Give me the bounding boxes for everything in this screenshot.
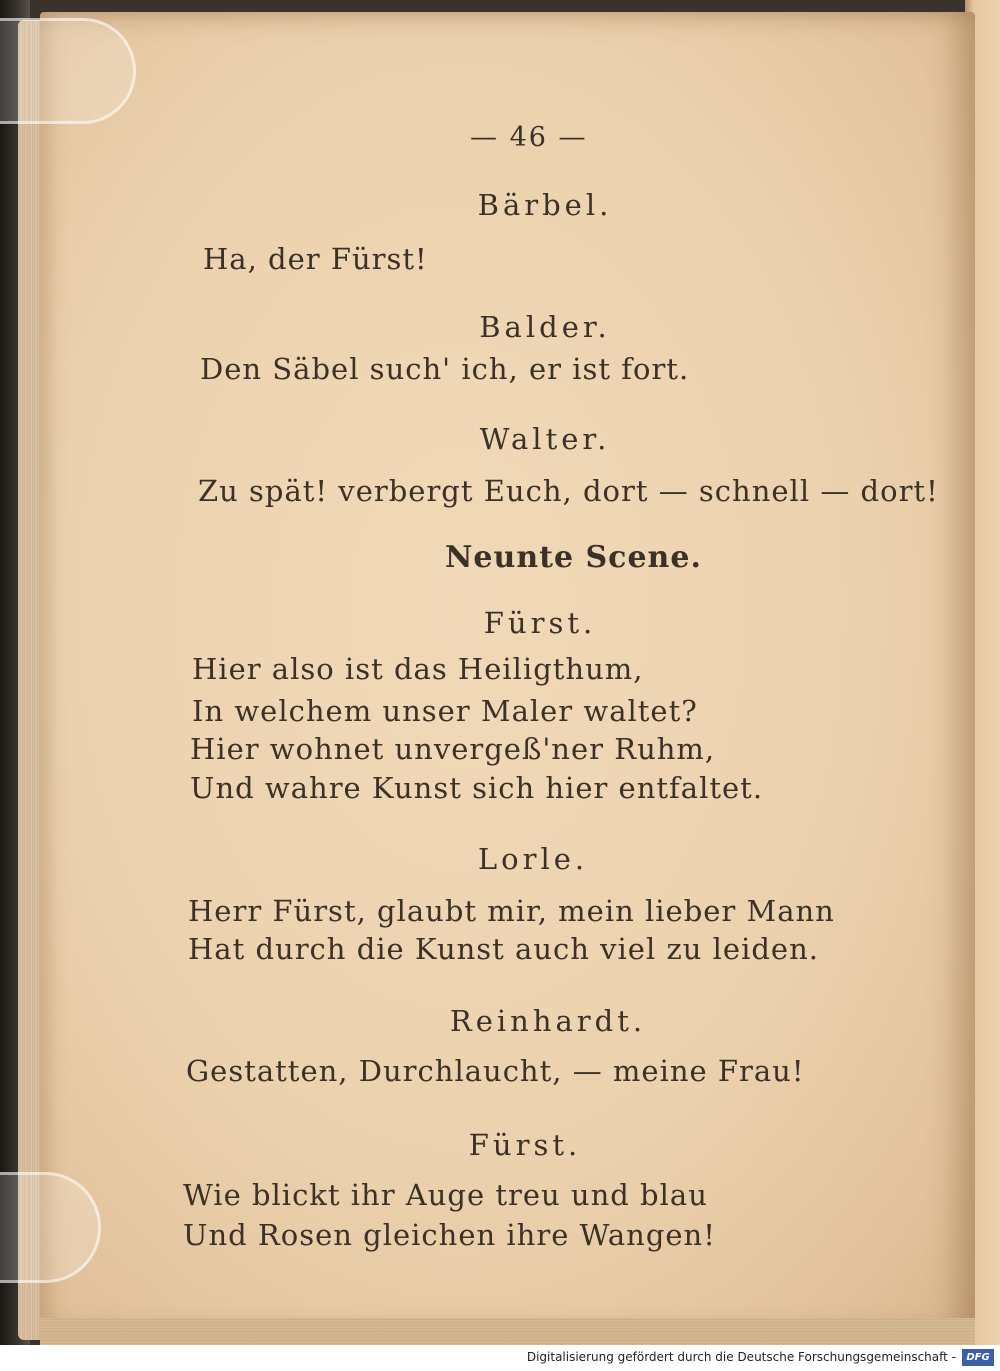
page-number: — 46 — [470,122,588,153]
verse-line: Und Rosen gleichen ihre Wangen! [183,1218,716,1252]
verse-line: Ha, der Fürst! [203,242,428,276]
verse-line: Wie blickt ihr Auge treu und blau [183,1178,708,1212]
digitization-footer [0,1345,1000,1371]
speaker-name: Bärbel. [477,188,613,222]
verse-line: Und wahre Kunst sich hier entfaltet. [190,771,764,805]
speaker-name: Fürst. [483,606,597,640]
speaker-name: Lorle. [477,842,589,876]
speaker-name: Balder. [479,310,611,344]
verse-line: In welchem unser Maler waltet? [192,694,698,728]
verse-line: Hier also ist das Heiligthum, [192,652,644,686]
verse-line: Zu spät! verbergt Euch, dort — schnell — dort! [198,474,939,508]
page-stack-bottom-edge [40,1318,975,1346]
verse-line: Gestatten, Durchlaucht, — meine Frau! [186,1054,805,1088]
funding-credit: Digitalisierung gefördert durch die Deutsche Forschungsgemeinschaft - [526,1350,956,1364]
verse-line: Hat durch die Kunst auch viel zu leiden. [188,932,819,966]
page-clip-top [0,18,136,124]
dfg-logo: DFG [962,1349,994,1366]
verse-line: Herr Fürst, glaubt mir, mein lieber Mann [188,894,835,928]
verse-line: Den Säbel such' ich, er ist fort. [200,352,690,386]
verse-line: Hier wohnet unvergeß'ner Ruhm, [190,732,716,766]
speaker-name: Walter. [479,422,611,456]
speaker-name: Fürst. [468,1128,582,1162]
speaker-name: Reinhardt. [449,1004,647,1038]
scene-title: Neunte Scene. [445,540,702,575]
